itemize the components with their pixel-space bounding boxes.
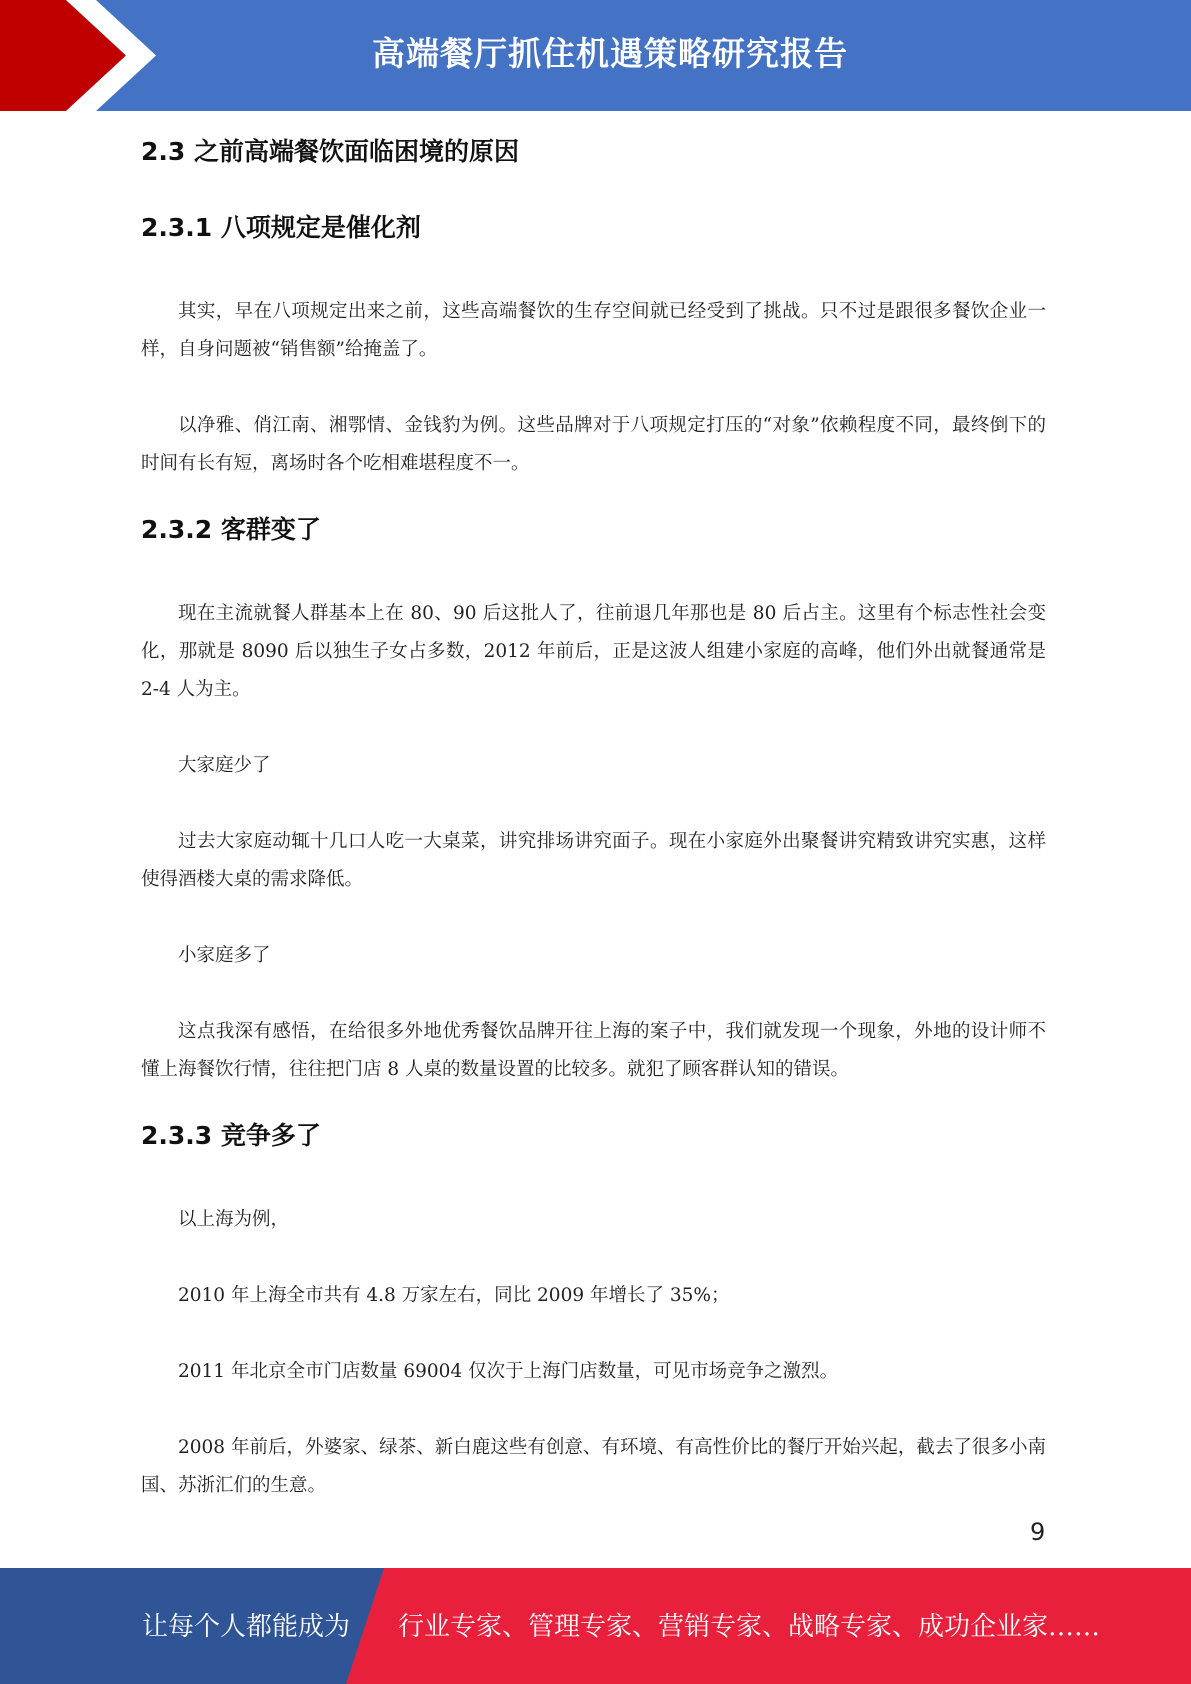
footer-slogan-right: 行业专家、管理专家、营销专家、战略专家、成功企业家…… (398, 1612, 1101, 1642)
header-arrow-graphic (0, 0, 300, 111)
page-number: 9 (1030, 1518, 1046, 1546)
section-heading-2-3-1: 2.3.1 八项规定是催化剂 (141, 213, 421, 242)
section-heading-2-3: 2.3 之前高端餐饮面临困境的原因 (141, 137, 519, 166)
paragraph: 这点我深有感悟，在给很多外地优秀餐饮品牌开往上海的案子中，我们就发现一个现象，外地的设计师不懂上海餐饮行情，往往把门店 8 人桌的数量设置的比较多。就犯了顾客群认知的错误。 (141, 1021, 1046, 1080)
report-title: 高端餐厅抓住机遇策略研究报告 (372, 34, 848, 73)
paragraph: 2008 年前后，外婆家、绿茶、新白鹿这些有创意、有环境、有高性价比的餐厅开始兴起，截去了很多小南国、苏浙汇们的生意。 (141, 1437, 1046, 1496)
paragraph: 2010 年上海全市共有 4.8 万家左右，同比 2009 年增长了 35%； (178, 1285, 730, 1306)
paragraph: 大家庭少了 (178, 755, 271, 776)
page-footer (0, 1568, 1191, 1684)
page-header (0, 0, 1191, 111)
paragraph: 过去大家庭动辄十几口人吃一大桌菜，讲究排场讲究面子。现在小家庭外出聚餐讲究精致讲究实惠，这样使得酒楼大桌的需求降低。 (141, 831, 1046, 890)
section-heading-2-3-2: 2.3.2 客群变了 (141, 515, 321, 544)
paragraph: 以上海为例， (178, 1209, 290, 1230)
paragraph: 2011 年北京全市门店数量 69004 仅次于上海门店数量，可见市场竞争之激烈。 (178, 1361, 839, 1382)
page-content (141, 120, 1046, 1505)
paragraph: 其实，早在八项规定出来之前，这些高端餐饮的生存空间就已经受到了挑战。只不过是跟很多餐饮企业一样，自身问题被“销售额”给掩盖了。 (141, 301, 1046, 360)
footer-slogan-left: 让每个人都能成为 (142, 1612, 351, 1642)
section-heading-2-3-3: 2.3.3 竞争多了 (141, 1121, 321, 1150)
paragraph: 小家庭多了 (178, 945, 271, 966)
paragraph: 现在主流就餐人群基本上在 80、90 后这批人了，往前退几年那也是 80 后占主。这里有个标志性社会变化，那就是 8090 后以独生子女占多数，2012 年前后，正是这波人组建小家庭的高峰，他们外出就餐通常是 2-4 人为主。 (141, 603, 1046, 700)
paragraph: 以净雅、俏江南、湘鄂情、金钱豹为例。这些品牌对于八项规定打压的“对象”依赖程度不同，最终倒下的时间有长有短，离场时各个吃相难堪程度不一。 (141, 415, 1046, 474)
